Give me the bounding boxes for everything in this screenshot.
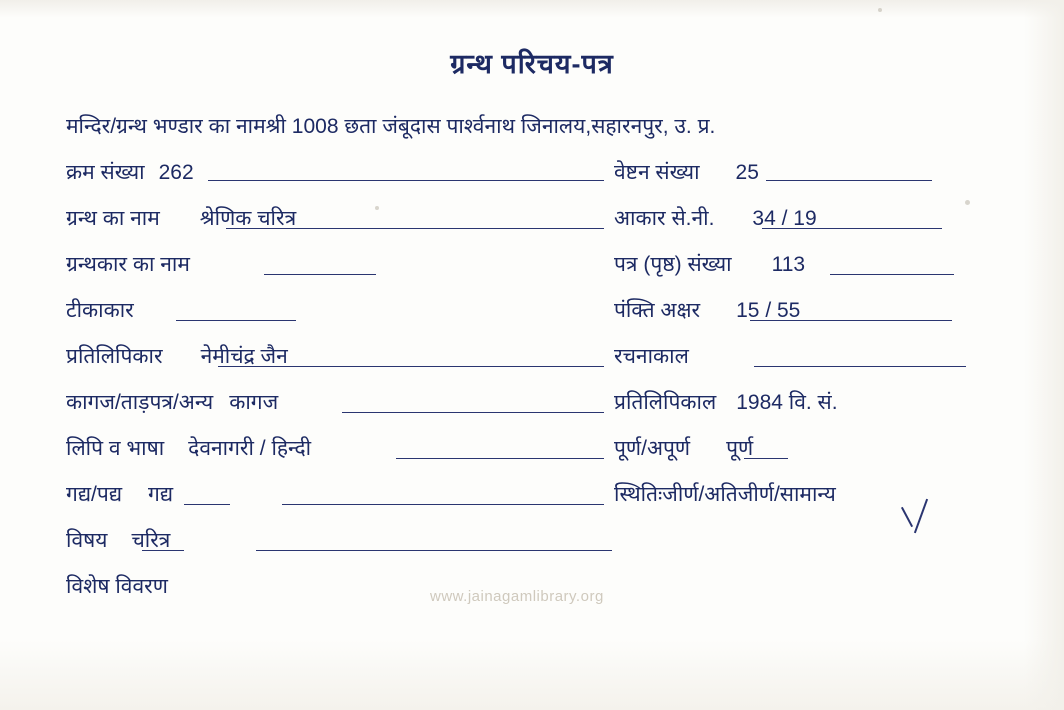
field-label: वेष्टन संख्या bbox=[614, 161, 700, 184]
fill-rule bbox=[142, 550, 184, 551]
fill-rule bbox=[750, 320, 952, 321]
field-veshtan-sankhya bbox=[614, 160, 1012, 186]
field-label: पंक्ति अक्षर bbox=[614, 299, 701, 322]
field-vishay bbox=[66, 528, 614, 554]
field-label: प्रतिलिपिकार bbox=[66, 345, 163, 368]
paper-edge-bottom bbox=[0, 640, 1064, 710]
field-label: प्रतिलिपिकाल bbox=[614, 391, 717, 414]
field-tikakar bbox=[66, 298, 614, 324]
field-value: 15 / 55 bbox=[736, 299, 801, 322]
field-label: ग्रन्थकार का नाम bbox=[66, 253, 190, 276]
field-label: ग्रन्थ का नाम bbox=[66, 207, 160, 230]
field-label: पूर्ण/अपूर्ण bbox=[614, 437, 691, 460]
fill-rule bbox=[176, 320, 296, 321]
field-value: कागज bbox=[229, 391, 279, 414]
paper-edge-top bbox=[0, 0, 1064, 18]
field-label: कागज/ताड़पत्र/अन्य bbox=[66, 391, 214, 414]
field-value: श्रेणिक चरित्र bbox=[199, 207, 297, 230]
form-row bbox=[66, 482, 1012, 528]
field-kagaj-tadpatra-anya bbox=[66, 390, 614, 416]
field-pankti-akshar bbox=[614, 298, 1012, 324]
fill-rule bbox=[830, 274, 954, 275]
field-granth-ka-nam bbox=[66, 206, 614, 232]
fill-rule bbox=[396, 458, 604, 459]
form-row bbox=[66, 252, 1012, 298]
field-label: क्रम संख्या bbox=[66, 161, 145, 184]
institution-value: श्री 1008 छता जंबूदास पार्श्वनाथ जिनालय,सहारनपुर, उ. प्र. bbox=[265, 115, 716, 138]
field-sthiti bbox=[614, 482, 1012, 508]
institution-label: मन्दिर/ग्रन्थ भण्डार का नाम bbox=[66, 115, 266, 138]
field-value: 34 / 19 bbox=[752, 207, 817, 230]
field-akar-cm bbox=[614, 206, 1012, 232]
field-purna-apurna bbox=[614, 436, 1012, 462]
paper-edge-right bbox=[1024, 0, 1064, 710]
fill-rule bbox=[256, 550, 612, 551]
field-label: विषय bbox=[66, 529, 108, 552]
fill-rule bbox=[342, 412, 604, 413]
field-value: 113 bbox=[771, 253, 806, 276]
field-krama-sankhya bbox=[66, 160, 614, 186]
fill-rule bbox=[282, 504, 604, 505]
paper-speck bbox=[878, 8, 882, 12]
form-row bbox=[66, 436, 1012, 482]
field-label: आकार से.नी. bbox=[614, 207, 715, 230]
fill-rule bbox=[218, 366, 604, 367]
field-lipi-va-bhasha bbox=[66, 436, 614, 462]
field-value: गद्य bbox=[148, 483, 174, 506]
field-label: विशेष विवरण bbox=[66, 575, 168, 598]
field-label: रचनाकाल bbox=[614, 345, 689, 368]
form-row bbox=[66, 206, 1012, 252]
field-value: 25 bbox=[735, 161, 759, 184]
form-row bbox=[66, 528, 1012, 574]
fill-rule bbox=[766, 180, 932, 181]
fill-rule bbox=[744, 458, 788, 459]
fill-rule bbox=[226, 228, 604, 229]
field-value: चरित्र bbox=[131, 529, 171, 552]
institution-line bbox=[66, 112, 1024, 140]
field-rachnakal bbox=[614, 344, 1012, 370]
field-label: स्थितिःजीर्ण/अतिजीर्ण/सामान्य bbox=[614, 483, 836, 506]
fill-rule bbox=[264, 274, 376, 275]
field-label: पत्र (पृष्ठ) संख्या bbox=[614, 253, 732, 276]
field-granthkar-ka-nam bbox=[66, 252, 614, 278]
form-rows bbox=[66, 160, 1012, 620]
field-value: देवनागरी / हिन्दी bbox=[188, 437, 312, 460]
field-gadya-padya bbox=[66, 482, 614, 508]
fill-rule bbox=[762, 228, 942, 229]
checkmark-icon bbox=[900, 500, 934, 540]
field-label: गद्य/पद्य bbox=[66, 483, 123, 506]
watermark: www.jainagamlibrary.org bbox=[430, 588, 604, 605]
field-value: 262 bbox=[158, 161, 194, 184]
field-pratilipikar bbox=[66, 344, 614, 370]
fill-rule bbox=[754, 366, 966, 367]
form-row bbox=[66, 390, 1012, 436]
page-title: ग्रन्थ परिचय-पत्र bbox=[450, 49, 614, 79]
field-value: पूर्ण bbox=[726, 437, 754, 460]
field-label: लिपि व भाषा bbox=[66, 437, 165, 460]
field-patra-sankhya bbox=[614, 252, 1012, 278]
field-value: नेमीचंद्र जैन bbox=[200, 345, 288, 368]
fill-rule bbox=[184, 504, 230, 505]
field-pratilipikal bbox=[614, 390, 1012, 416]
form-row bbox=[66, 298, 1012, 344]
form-row bbox=[66, 344, 1012, 390]
field-label: टीकाकार bbox=[66, 299, 134, 322]
field-value: 1984 वि. सं. bbox=[736, 391, 838, 414]
fill-rule bbox=[208, 180, 604, 181]
form-row bbox=[66, 160, 1012, 206]
